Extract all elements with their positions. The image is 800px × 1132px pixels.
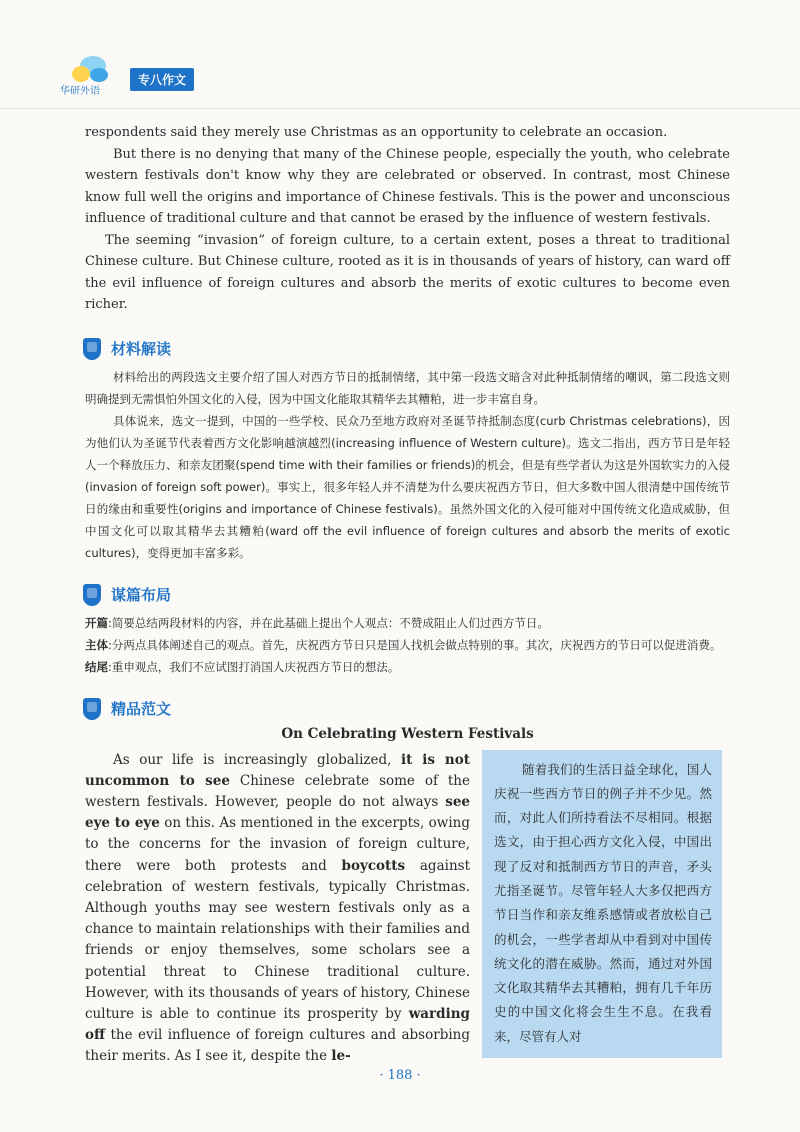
essay-highlight-phrase: warding off	[85, 1005, 470, 1044]
outline-item	[85, 612, 730, 634]
section-icon	[83, 338, 101, 360]
section-header-analysis	[83, 338, 730, 360]
section-icon	[83, 584, 101, 606]
essay-translation: 随着我们的生活日益全球化，国人庆祝一些西方节日的例子并不少见。然而，对此人们所持看法不尽相同。根据选文，由于担心西方文化入侵，中国出现了反对和抵制西方节日的声音，矛头尤指圣诞节。尽管年轻人大多仅把西方节日当作和亲友维系感情或者放松自己的机会，一些学者却从中看到对中国传统文化的潜在威胁。然而，通过对外国文化取其精华去其糟粕，拥有几千年历史的中国文化将会生生不息。在我看来，尽管有人对	[482, 750, 722, 1058]
essay-title: On Celebrating Western Festivals	[281, 725, 534, 742]
outline-text: :简要总结两段材料的内容，并在此基础上提出个人观点：不赞成阻止人们过西方节日。	[108, 615, 549, 630]
outline-text: :分两点具体阐述自己的观点。首先，庆祝西方节日只是国人找机会做点特别的事。其次，庆祝西方的节日可以促进消费。	[108, 637, 722, 652]
page-content	[85, 122, 730, 1068]
essay-paragraph	[85, 750, 470, 1068]
essay-text-run: Chinese celebrate some of the western festivals. However, people do not always	[85, 772, 470, 810]
essay-highlight-phrase: it is not uncommon to see	[85, 751, 470, 789]
publisher-logo	[60, 56, 122, 100]
essay-text-run: on this. As mentioned in the excerpts, owing to the concerns for the invasion of foreign culture, there were both protests and	[85, 815, 470, 874]
essay-text-run: the evil influence of foreign cultures and absorbing their merits. As I see it, despite the	[85, 1027, 470, 1065]
section-title: 材料解读	[111, 340, 172, 358]
outline-item	[85, 634, 730, 656]
section-title: 谋篇布局	[111, 586, 172, 604]
essay-highlight-phrase: see eye to eye	[85, 793, 470, 832]
section-icon	[83, 698, 101, 720]
intro-paragraph: But there is no denying that many of the Chinese people, especially the youth, who celebrate western festivals don't know why they are celebrated or observed. In contrast, most Chinese know full well the origins and importance of Chinese festivals. This is the power and unconscious influence of traditional culture and that cannot be erased by the influence of western festivals.	[85, 146, 730, 226]
section-header-sample	[83, 698, 730, 720]
outline-label: 结尾	[85, 659, 108, 674]
outline-text: :重申观点，我们不应试图打消国人庆祝西方节日的想法。	[108, 659, 400, 674]
outline-item	[85, 656, 730, 678]
essay-text-run: As our life is increasingly globalized,	[113, 751, 401, 768]
outline-label: 主体	[85, 637, 108, 652]
outline-label: 开篇	[85, 615, 108, 630]
essay-english	[85, 750, 470, 1068]
book-tag: 专八作文	[130, 68, 194, 91]
section-title: 精品范文	[111, 700, 172, 718]
section-header-outline	[83, 584, 730, 606]
intro-paragraph: respondents said they merely use Christmas as an opportunity to celebrate an occasion.	[85, 125, 668, 140]
header-divider	[0, 108, 800, 109]
essay-text-run: against celebration of western festivals, typically Christmas. Although youths may see western festivals only as a chance to maintain relationships with their families and friends or enjoy themselves, some scholars see a potential threat to Chinese traditional culture. However, with its thousands of years of history, Chinese culture is able to continue its prosperity by	[85, 857, 470, 1022]
logo-text: 华研外语	[60, 86, 100, 97]
analysis-paragraph: 具体说来，选文一提到，中国的一些学校、民众乃至地方政府对圣诞节持抵制态度(curb Christmas celebrations)，因为他们认为圣诞节代表着西方文化影响越演越烈(increasing influence of Western culture)。选文二指出，西方节日是年轻人一个释放压力、和亲友团聚(spend time with their families or friends)的机会，但是有些学者认为这是外国软实力的入侵(invasion of foreign soft power)。事实上，很多年轻人并不清楚为什么要庆祝西方节日，但大多数中国人很清楚中国传统节日的缘由和重要性(origins and importance of Chinese festivals)。虽然外国文化的入侵可能对中国传统文化造成威胁，但中国文化可以取其精华去其糟粕(ward off the evil influence of foreign cultures and absorb the merits of exotic cultures)，变得更加丰富多彩。	[85, 413, 730, 560]
essay-highlight-phrase: boycotts	[341, 857, 406, 874]
page-header	[60, 60, 194, 100]
essay-body	[85, 750, 730, 1068]
analysis-paragraph: 材料给出的两段选文主要介绍了国人对西方节日的抵制情绪，其中第一段选文暗含对此种抵制情绪的嘲讽，第二段选文则明确提到无需惧怕外国文化的入侵，因为中国文化能取其精华去其糟粕，进一步丰富自身。	[85, 369, 730, 406]
essay-highlight-phrase: le-	[331, 1048, 351, 1065]
page-number: · 188 ·	[379, 1068, 421, 1083]
intro-paragraph: The seeming “invasion” of foreign culture, to a certain extent, poses a threat to traditional Chinese culture. But Chinese culture, rooted as it is in thousands of years of history, can ward off the evil influence of foreign cultures and absorb the merits of exotic cultures to become even richer.	[85, 232, 730, 312]
